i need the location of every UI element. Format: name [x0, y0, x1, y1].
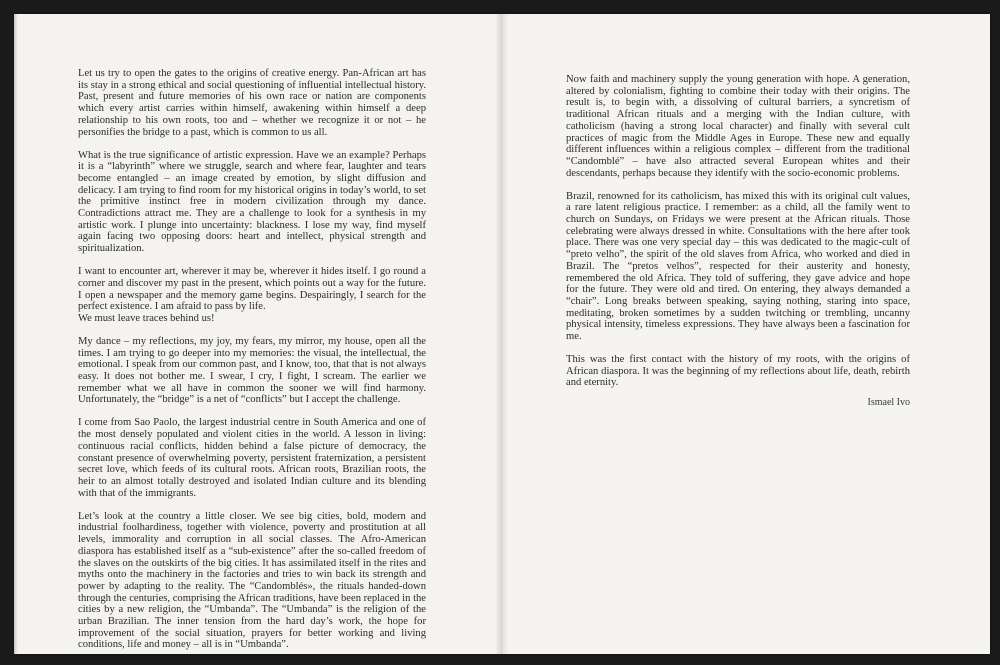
book-gutter	[495, 14, 509, 654]
paragraph: My dance – my reflections, my joy, my fears, my mirror, my house, open all the times. I am trying to go deeper into my memories: the visual, the intellectual, the emotional. I speak from our common past, and I know, too, that that is not always easy. It does not bother me. I swear, I cry, I fight, I scream. The earlier we remember what we all have in common the sooner we will find harmony. Unfortunately, the “bridge” is a net of “conflicts” but I accept the challenge.	[78, 335, 426, 406]
paragraph: Now faith and machinery supply the young generation with hope. A generation, altered by colonialism, fighting to combine their today with their origins. The result is, to begin with, a dissolving of cultural barriers, a syncretism of traditional African rituals and a merging with the Indian culture, with catholicism (having a strong local character) and finally with several cult practices of magic from the Middle Ages in Europe. These new and equally different influences within a religious complex – different from the traditional “Candomblé” – have also attracted several European whites and their descendants, perhaps because they identify with the socio-economic problems.	[566, 74, 910, 179]
paragraph: I want to encounter art, wherever it may be, wherever it hides itself. I go round a corner and discover my past in the present, which points out a way for the future. I open a newspaper and the memory game begins. Despairingly, I search for the perfect existence. I am afraid to pass by life. We must leave traces behind us!	[78, 266, 426, 324]
page-edge	[14, 14, 18, 654]
author-signature: Ismael Ivo	[867, 397, 910, 408]
paragraph: Let us try to open the gates to the origins of creative energy. Pan-African art has its stay in a strong ethical and social questioning of influential intellectual history. Past, present and future memories of his own race or nation are components which every artist carries within himself, awakening within himself a deep relationship to his own roots, too and – whether we recognize it or not – he personifies the bridge to a past, which is common to us all.	[78, 68, 426, 138]
paragraph: Let’s look at the country a little closer. We see big cities, bold, modern and industrial foolhardiness, together with violence, poverty and prostitution at all levels, immorality and corruption in all social classes. The Afro-American diaspora has established itself as a “sub-existence” after the so-called freedom of the slaves on the outskirts of the big cities. It has assimilated itself in the rites and myths onto the machinery in the factories and tries to win back its strength and power by adapting to the reality. The “Candomblés», the rituals handed-down through the centuries, comprising the African traditions, have been replaced in the cities by a new religion, the “Umbanda”. The “Umbanda” is the religion of the urban Brazilian. The inner tension from the hard day’s work, the hope for improvement of the social situation, prayers for better working and living conditions, life and money – all is in “Umbanda”.	[78, 510, 427, 651]
paragraph: Brazil, renowned for its catholicism, has mixed this with its original cult values, a rare latent religious practice. I remember: as a child, all the family went to church on Sundays, on Fridays we were present at the African rituals. Those celebrating were always dressed in white. Consultations with the here after took place. There was one very special day – this was dedicated to the magic-cult of “preto velho”, the spirit of the old slaves from Africa, who worked and died in Brazil. The “pretos velhos”, respected for their austerity and honesty, remembered the old Africa. They told of suffering, they gave advice and hope for the future. They were old and tired. On entering, they always demanded a “chair”. Long breaks between speaking, saying nothing, staring into space, meditating, broken sometimes by a sudden twitching or trembling, uncanny physical intensity, timeless expressions. They have always been a fascination for me.	[566, 190, 910, 343]
right-text-column	[566, 74, 910, 400]
left-text-column	[78, 68, 426, 662]
paragraph: I come from Sao Paolo, the largest industrial centre in South America and one of the most densely populated and violent cities in the world. A lesson in living: continuous racial conflicts, hidden behind a false picture of democracy, the constant presence of overwhelming poverty, persistent fraternization, a persistent secret love, which feeds of its cultural roots. African roots, Brazilian roots, the heir to an almost totally destroyed and isolated Indian culture and its blending with that of the immigrants.	[78, 417, 426, 499]
paragraph: What is the true significance of artistic expression. Have we an example? Perhaps it is a “labyrinth” where we struggle, search and where fear, laughter and tears become entangled – an image created by emotion, by slight diffusion and delicacy. I am trying to find room for my historical origins in today’s world, to set the primitive instinct free in modern civilization through my dance. Contradictions attract me. They are a challenge to look for a synthesis in my artistic work. I plunge into uncertainty: blackness. I lose my way, find myself again facing two opposing doors: heart and intellect, physical strength and spiritualization.	[78, 149, 426, 255]
paragraph: This was the first contact with the history of my roots, with the origins of African diaspora. It was the beginning of my reflections about life, death, rebirth and eternity.	[566, 354, 910, 389]
